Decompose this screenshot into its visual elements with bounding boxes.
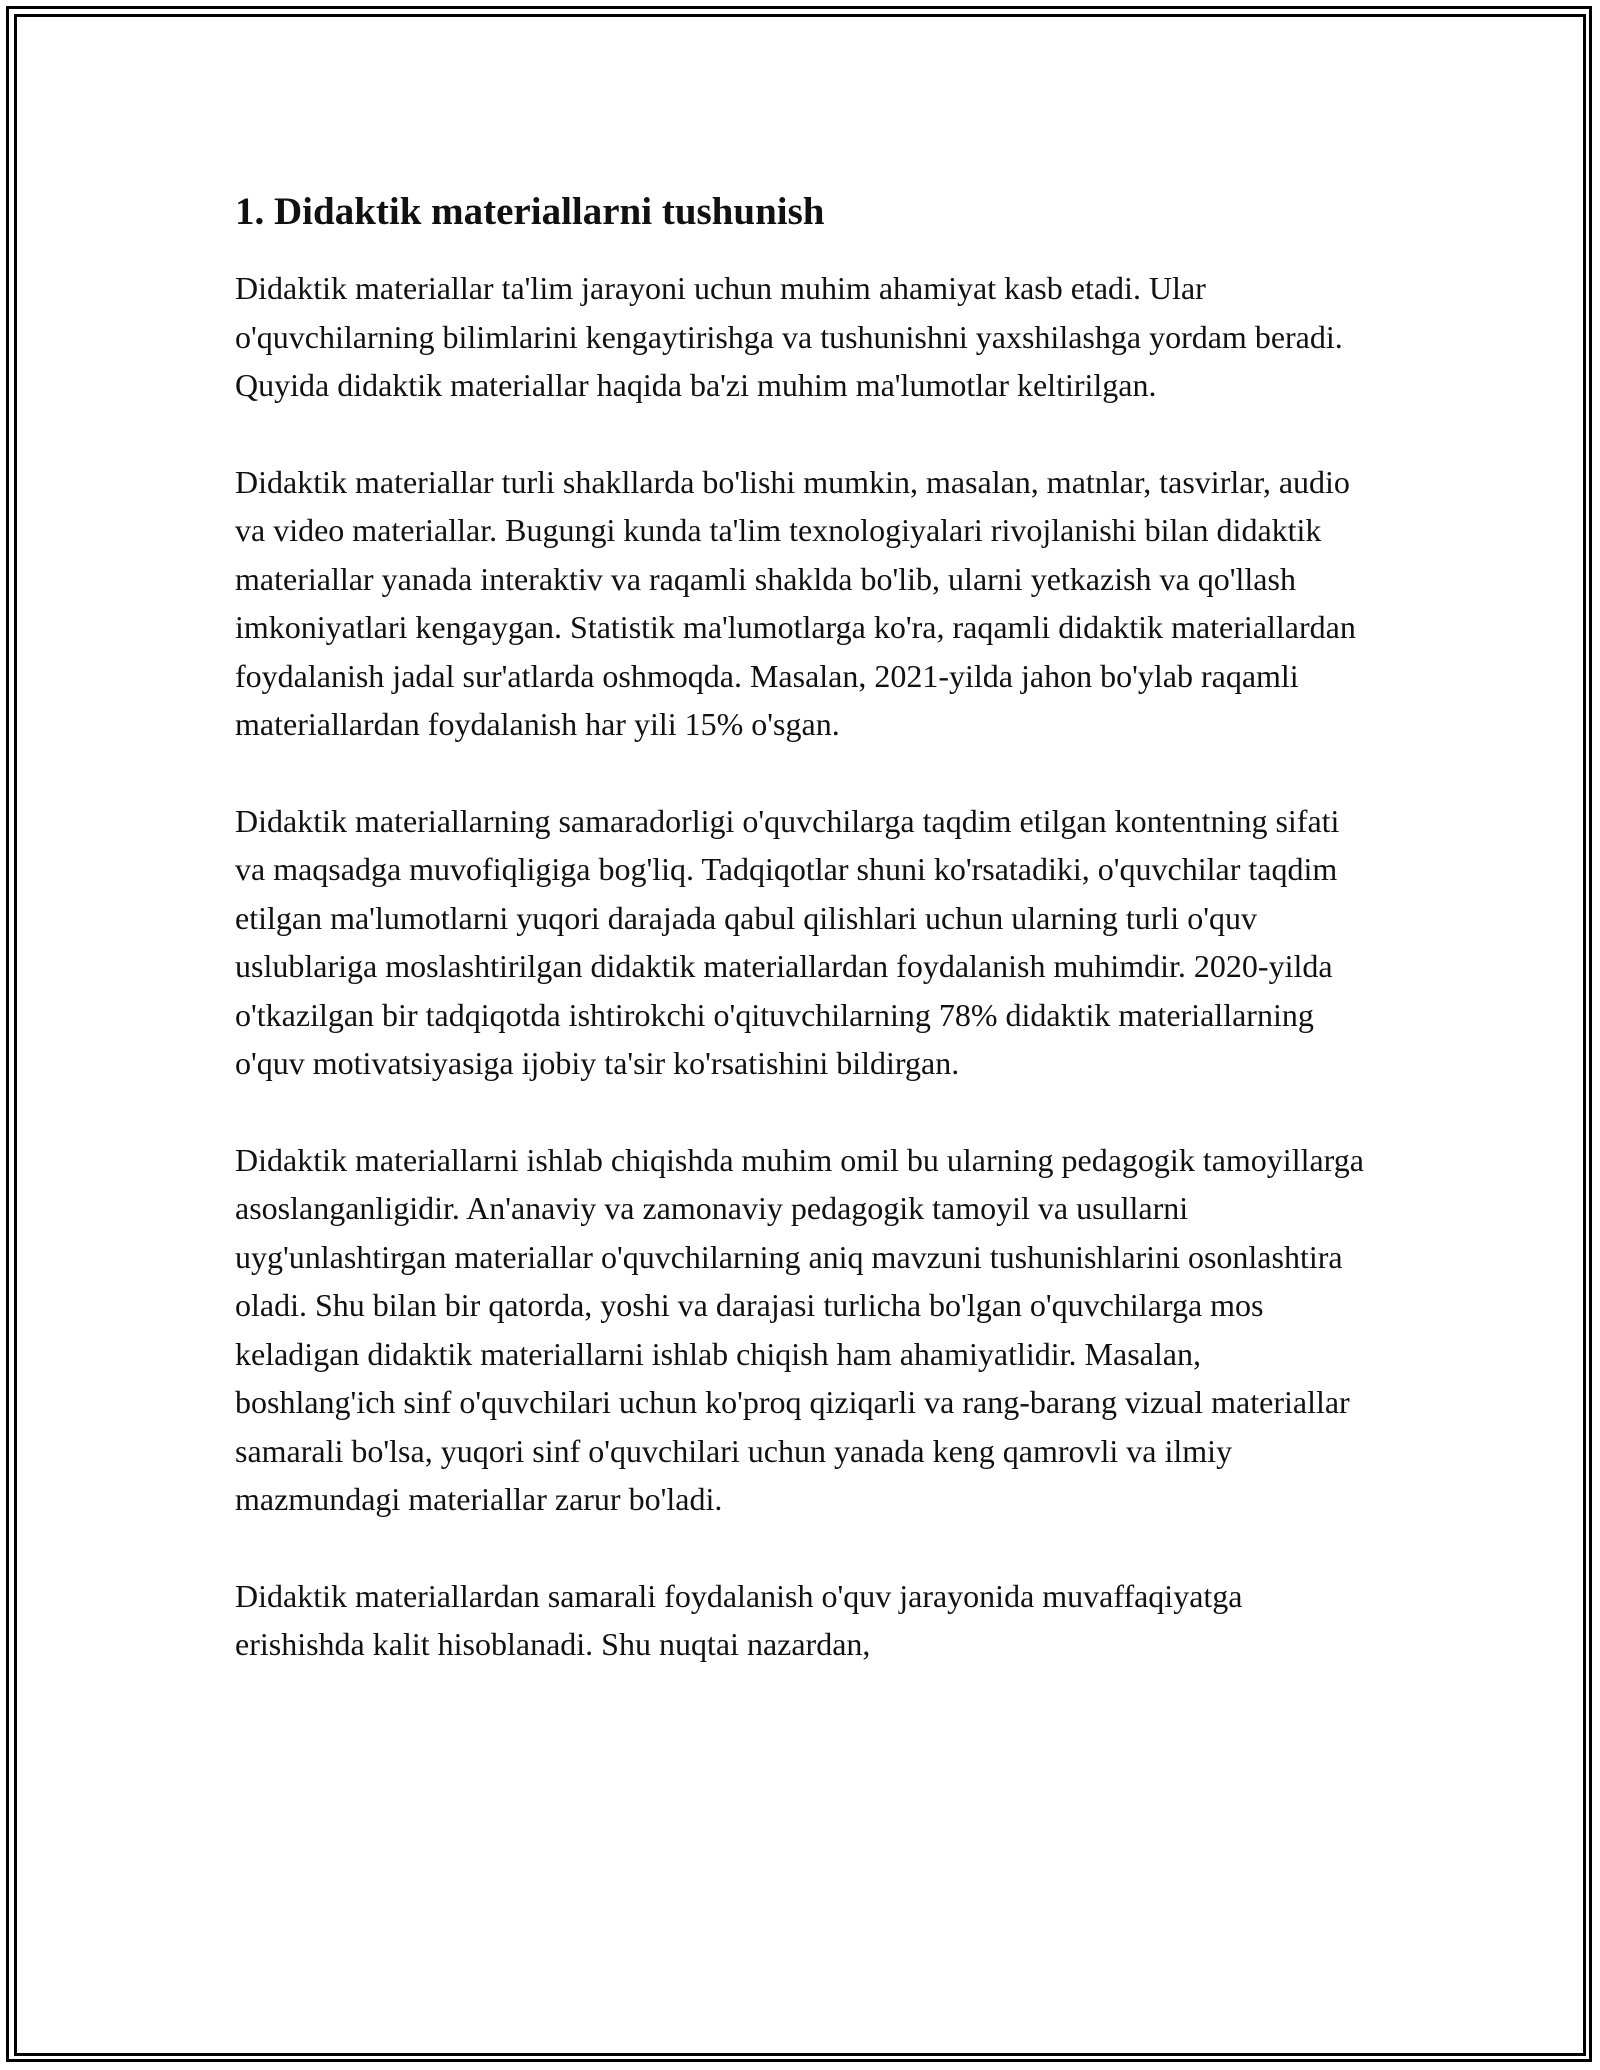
document-page bbox=[235, 184, 1365, 1717]
section-heading: 1. Didaktik materiallarni tushunish bbox=[235, 190, 825, 233]
paragraph-4: Didaktik materiallarni ishlab chiqishda muhim omil bu ularning pedagogik tamoyillarga asoslanganligidir. An'anaviy va zamonaviy pedagogik tamoyil va usullarni uyg'unlashtirgan materiallar o'quvchilarning aniq mavzuni tushunishlarini osonlashtira oladi. Shu bilan bir qatorda, yoshi va darajasi turlicha bo'lgan o'quvchilarga mos keladigan didaktik materiallarni ishlab chiqish ham ahamiyatlidir. Masalan, boshlang'ich sinf o'quvchilari uchun ko'proq qiziqarli va rang-barang vizual materiallar samarali bo'lsa, yuqori sinf o'quvchilari uchun yanada keng qamrovli va ilmiy mazmundagi materiallar zarur bo'ladi. bbox=[235, 1141, 1364, 1517]
paragraph-5: Didaktik materiallardan samarali foydalanish o'quv jarayonida muvaffaqiyatga erishishda kalit hisoblanadi. Shu nuqtai nazardan, bbox=[235, 1577, 1243, 1662]
paragraph-2: Didaktik materiallar turli shakllarda bo'lishi mumkin, masalan, matnlar, tasvirlar, audio va video materiallar. Bugungi kunda ta'lim texnologiyalari rivojlanishi bilan didaktik materiallar yanada interaktiv va raqamli shaklda bo'lib, ularni yetkazish va qo'llash imkoniyatlari kengaygan. Statistik ma'lumotlarga ko'ra, raqamli didaktik materiallardan foydalanish jadal sur'atlarda oshmoqda. Masalan, 2021-yilda jahon bo'ylab raqamli materiallardan foydalanish har yili 15% o'sgan. bbox=[235, 463, 1356, 742]
paragraph-3: Didaktik materiallarning samaradorligi o'quvchilarga taqdim etilgan kontentning sifati va maqsadga muvofiqligiga bog'liq. Tadqiqotlar shuni ko'rsatadiki, o'quvchilar taqdim etilgan ma'lumotlarni yuqori darajada qabul qilishlari uchun ularning turli o'quv uslublariga moslashtirilgan didaktik materiallardan foydalanish muhimdir. 2020-yilda o'tkazilgan bir tadqiqotda ishtirokchi o'qituvchilarning 78% didaktik materiallarning o'quv motivatsiyasiga ijobiy ta'sir ko'rsatishini bildirgan. bbox=[235, 802, 1340, 1081]
paragraph-1: Didaktik materiallar ta'lim jarayoni uchun muhim ahamiyat kasb etadi. Ular o'quvchilarning bilimlarini kengaytirishga va tushunishni yaxshilashga yordam beradi. Quyida didaktik materiallar haqida ba'zi muhim ma'lumotlar keltirilgan. bbox=[235, 270, 1343, 403]
